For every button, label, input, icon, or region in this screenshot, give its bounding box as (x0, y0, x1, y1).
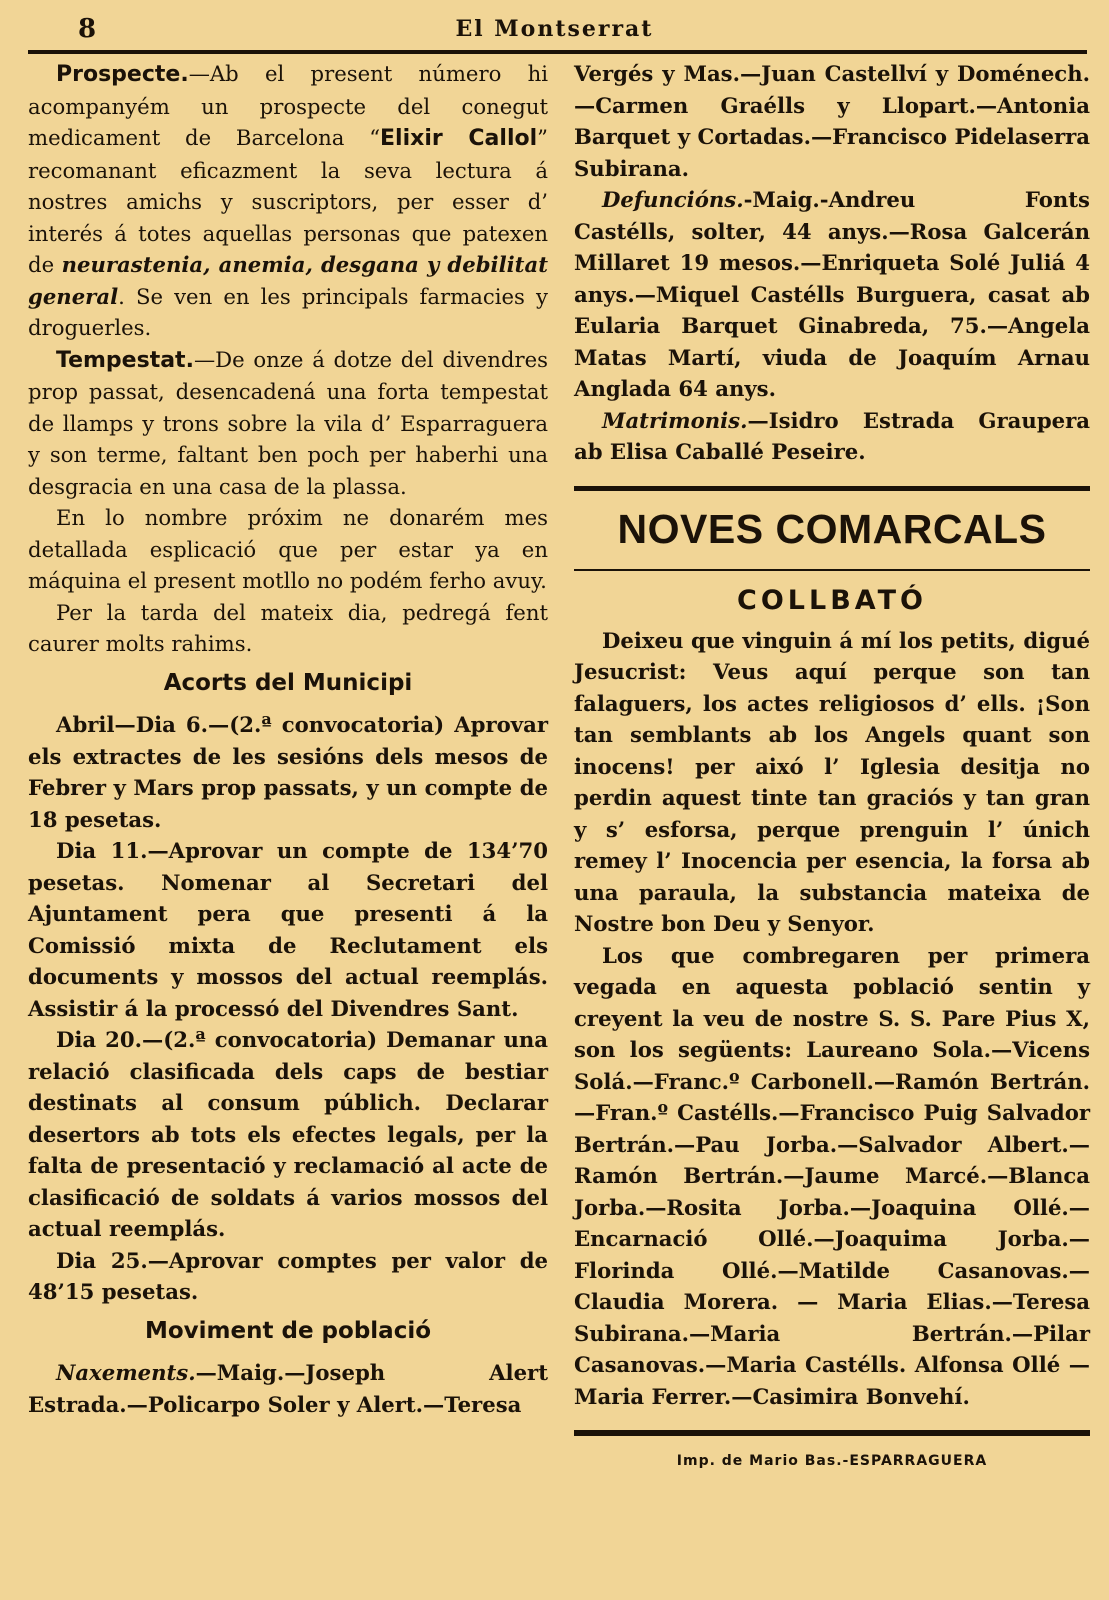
acorts-paragraph-3: Dia 20.—(2.ª convocatoria) Demanar una relació clasificada dels caps de bestiar destinats al consum públich. Declarar desertors ab tots els efectes legals, per la falta de presentació y reclamació al acte de clasificació de soldats á varios mossos del actual reemplás. (28, 1027, 548, 1241)
tempestat-paragraph (28, 344, 548, 503)
prospecte-keyword: Prospecte. (56, 62, 189, 87)
acorts-paragraph-4: Dia 25.—Aprovar comptes per valor de 48’15 pesetas. (28, 1247, 548, 1304)
defuncions-paragraph (574, 184, 1090, 405)
page-number: 8 (78, 14, 97, 44)
acorts-heading: Acorts del Municipi (163, 669, 413, 696)
prospecte-text-3: . Se ven en les principals farmacies y droguerles. (28, 283, 548, 340)
acorts-paragraph-1: Abril—Dia 6.—(2.ª convocatoria) Aprovar els extractes de les sesións dels mesos de Febrer y Mars prop passats, y un compte de 18 pesetas. (28, 712, 548, 832)
naxements-continuation: Vergés y Mas.—Juan Castellví y Doménech.—Carmen Graélls y Llopart.—Antonia Barquet y Cortadas.—Francisco Pidelaserra Subirana. (574, 61, 1090, 181)
acorts-paragraph-2: Dia 11.—Aprovar un compte de 134’70 pesetas. Nomenar al Secretari del Ajuntament pera que presenti á la Comissió mixta de Reclutament els documents y mossos del actual reemplás. Assistir á la processó del Divendres Sant. (28, 838, 548, 1021)
matrimonis-label: Matrimonis. (602, 407, 748, 433)
tempestat-keyword: Tempestat. (56, 347, 194, 373)
tempestat-followup: En lo nombre próxim ne donarém mes detallada esplicació que per estar ya en máquina el present motllo no podém ferho avuy. (28, 505, 548, 593)
footer-rule (574, 1430, 1090, 1436)
prospecte-conditions: neurastenia, anemia, desgana y debilitat general (28, 252, 548, 309)
section-rule-bottom (574, 569, 1090, 571)
matrimonis-text: —Isidro Estrada Graupera ab Elisa Caballé Peseire. (574, 407, 1090, 464)
naxements-text: —Maig.—Joseph Alert Estrada.—Policarpo Soler y Alert.—Teresa (28, 1360, 548, 1417)
collbato-paragraph-2: Los que combregaren per primera vegada en aquesta població sentin y creyent la veu de nostre S. S. Pare Pius X, son los següents: Laureano Sola.—Vicens Solá.—Franc.º Carbonell.—Ramón Bertrán.—Fran.º Castélls.—Francisco Puig Salvador Bertrán.—Pau Jorba.—Salvador Albert.—Ramón Bertrán.—Jaume Marcé.—Blanca Jorba.—Rosita Jorba.—Joaquina Ollé.—Encarnació Ollé.—Joaquima Jorba.—Florinda Ollé.—Matilde Casanovas.—Claudia Morera. — Maria Elias.—Teresa Subirana.—Maria Bertrán.—Pilar Casanovas.—Maria Castélls. Alfonsa Ollé —Maria Ferrer.—Casimira Bonvehí. (574, 942, 1090, 1409)
naxements-paragraph (28, 1357, 548, 1420)
defuncions-label: Defuncións. (602, 187, 744, 212)
prospecte-text-1: —Ab el present número hi acompanyém un prospecte del conegut medicament de Barcelona “ (28, 61, 548, 150)
prospecte-product-name: Elixir Callol (380, 126, 538, 151)
defuncions-text: -Maig.-Andreu Fonts Castélls, solter, 44 anys.—Rosa Galcerán Millaret 19 mesos.—Enriqueta Solé Juliá 4 anys.—Miquel Castélls Burguera, casat ab Eularia Barquet Ginabreda, 75.—Angela Matas Martí, viuda de Joaquím Arnau Anglada 64 anys. (574, 187, 1090, 401)
right-column (574, 58, 1090, 1478)
left-column (28, 58, 548, 1420)
matrimonis-paragraph (574, 405, 1090, 468)
collbato-paragraph-1: Deixeu que vinguin á mí los petits, digué Jesucrist: Veus aquí perque son tan falaguers, los actes religiosos d’ ells. ¡Son tan semblants ab los Angels quant son inocens! per aixó l’ Iglesia desitja no perdin aquest tinte tan graciós y tan gran y s’ esforsa, perque prenguin l’ únich remey l’ Inocencia per esencia, la forsa ab una paraula, la substancia mateixa de Nostre bon Deu y Senyor. (574, 627, 1090, 936)
prospecte-paragraph (28, 58, 548, 344)
town-heading: COLLBATÓ (737, 584, 927, 616)
tempestat-text: —De onze á dotze del divendres prop passat, desencadená una forta tempestat de llamps y trons sobre la vila d’ Esparraguera y son terme, faltant ben poch per haberhi una desgracia en una casa de la plassa. (28, 346, 548, 499)
moviment-heading: Moviment de població (144, 1317, 432, 1344)
printer-imprint: Imp. de Mario Bas.-ESPARRAGUERA (676, 1453, 988, 1469)
header-rule (28, 50, 1087, 54)
page-header (0, 0, 1109, 50)
section-title: NOVES COMARCALS (617, 505, 1047, 552)
running-title: El Montserrat (455, 16, 654, 42)
section-rule-top (574, 486, 1090, 491)
prospecte-text-2: ” recomanant eficazment la seva lectura á nostres amichs y suscriptors, per esser d’ interés á totes aquellas personas que patexen de (28, 125, 548, 277)
tempestat-hail: Per la tarda del mateix dia, pedregá fent caurer molts rahims. (28, 599, 548, 656)
naxements-label: Naxements. (56, 1360, 196, 1385)
